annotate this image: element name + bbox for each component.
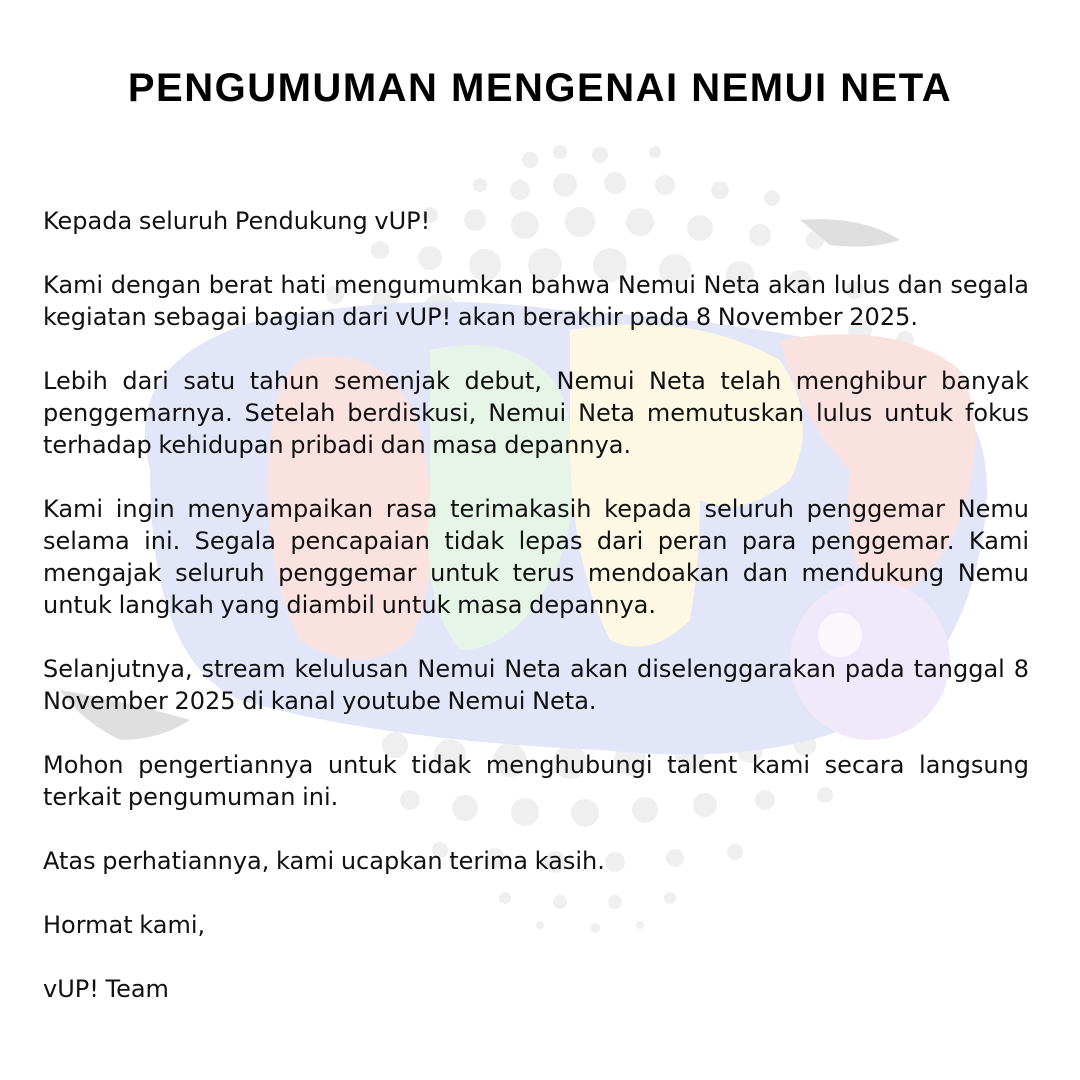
paragraph-closing-thanks: Atas perhatiannya, kami ucapkan terima kasih. [43, 847, 605, 875]
signature-text: vUP! Team [43, 975, 169, 1003]
paragraph-request: Mohon pengertiannya untuk tidak menghubungi talent kami secara langsung terkait pengumuman ini. [43, 751, 1029, 811]
closing-text: Hormat kami, [43, 911, 206, 939]
paragraph-background: Lebih dari satu tahun semenjak debut, Nemui Neta telah menghibur banyak penggemarnya. Setelah berdiskusi, Nemui Neta memutuskan lulus untuk fokus terhadap kehidupan pribadi dan masa depannya. [43, 367, 1029, 459]
announcement-body [43, 205, 1029, 1005]
paragraph-graduation: Kami dengan berat hati mengumumkan bahwa Nemui Neta akan lulus dan segala kegiatan sebagai bagian dari vUP! akan berakhir pada 8 November 2025. [43, 271, 1029, 331]
paragraph-stream-info: Selanjutnya, stream kelulusan Nemui Neta akan diselenggarakan pada tanggal 8 November 2025 di kanal youtube Nemui Neta. [43, 655, 1029, 715]
greeting-text: Kepada seluruh Pendukung vUP! [43, 207, 431, 235]
paragraph-thanks: Kami ingin menyampaikan rasa terimakasih kepada seluruh penggemar Nemu selama ini. Segala pencapaian tidak lepas dari peran para penggemar. Kami mengajak seluruh penggemar untuk terus mendoakan dan mendukung Nemu untuk langkah yang diambil untuk masa depannya. [43, 495, 1029, 619]
page-title: PENGUMUMAN MENGENAI NEMUI NETA [127, 66, 953, 110]
